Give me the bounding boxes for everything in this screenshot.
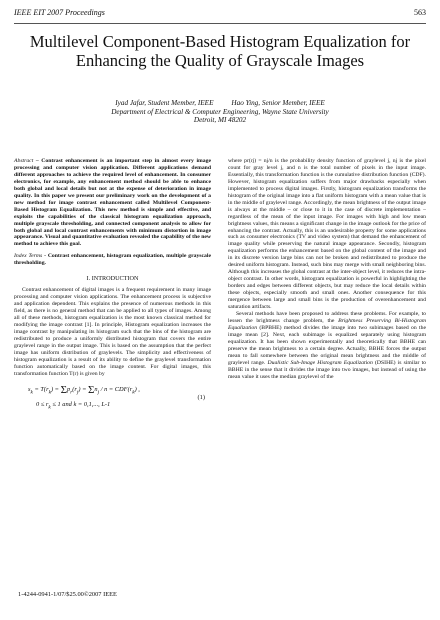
copyright-footer: 1-4244-0941-1/07/$25.00©2007 IEEE xyxy=(18,591,117,598)
index-terms-label: Index Terms xyxy=(14,253,43,260)
author-affiliation: Department of Electrical & Computer Engineering, Wayne State University xyxy=(111,107,329,116)
author-block xyxy=(20,99,420,125)
equation-body: $s_k = T(r_k) = \Sigma p_r(r_j) = \Sigma n_j / n = CDF(r_k)$ , xyxy=(28,383,140,396)
abstract xyxy=(14,158,211,248)
equation-condition: $0 \le r_k \le 1$ and k = 0,1,..., L-1 xyxy=(36,400,111,410)
section-heading: I. INTRODUCTION xyxy=(86,275,139,283)
intro-paragraph: Contrast enhancement of digital images is a frequent requirement in many image processing and computer vision applications. The enhancement process is subjective and application dependent. This explains the presence of numerous methods in this field, as there is no general method that can be applied to all types of images. Among all of these methods, histogram equalization is the most known classical method for modifying the image contrast [1]. In principle, Histogram equalization increases the image contrast by manipulating its histogram such that the bins of the histogram are redistributed to produce a uniformly distributed histogram that covers the entire graylevel range in the output image. This is based on the assumption that the perfect image has uniform distribution of graylevels. The simplicity and effectiveness of histogram equalization is a result of its ability to define the graylevel transformation function automatically based on the image content. For digital images, this transformation function T(r) is given by xyxy=(14,287,211,377)
author-names: Iyad Jafar, Student Member, IEEE Hao Ying, Senior Member, IEEE xyxy=(115,99,325,107)
equation-number: (1) xyxy=(197,393,205,401)
index-terms xyxy=(14,253,211,267)
header-rule xyxy=(14,23,426,24)
right-paragraph-1: where p⁣r(r⁣j) = n⁣j/n is the probability density function of graylevel j, n⁣j is the pixel count for gray level j, and n is the total number of pixels in the input image. Essentially, this transformation function is the cumulative distribution function (CDF). However, histogram equalization suffers from major drawbacks especially when implemented to process digital images. Firstly, histogram equalization transforms the histogram of the original image into a flat uniform histogram with a mean value that is in the middle of graylevel range. Accordingly, the mean brightness of the output image is always at the middle – or close to it in the case of discrete implementation – regardless of the mean of the input image. For images with high and low mean brightness values, this means a significant change in the image outlook for the price of enhancing the contrast. Actually, this is an undesirable property for some applications such as consumer electronics (TV and video system) that demand the enhancement of image quality while preserving the natural image appearance. Secondly, histogram equalization performs the enhancement based on the global content of the image and in its discrete version large bins can not be broken and redistributed to produce the desired uniform histogram. Instead, such bins may merge with small neighboring bins. Although this increases the global contrast at the inter-object level, it reduces the intra-object contrast. In other words, histogram equalization is powerful in highlighting the borders and edges between different objects, but may reduce the local details within these objects, especially smooth and small ones. Another consequence for this mergence between large and small bins is the production of overenhancement and saturation artifacts. xyxy=(228,158,426,311)
page-number: 563 xyxy=(414,8,426,17)
equation-1 xyxy=(14,381,211,411)
author-location: Detroit, MI 48202 xyxy=(193,116,247,125)
left-column xyxy=(14,158,211,412)
index-terms-text: - Contrast enhancement, histogram equalization, multiple grayscale thresholding. xyxy=(14,253,211,267)
abstract-label: Abstract xyxy=(14,158,34,164)
abstract-text: – Contrast enhancement is an important step in almost every image processing and computer vision application. Different applications demand different approaches to achieve the required level of enhancement. In consumer electronics, for example, any enhancement method should be able to enhance both global and local details but not at the expense of deterioration in image quality. In this paper we present our preliminary work on the development of a new method for image contrast enhancement called Multilevel Component-Based Histogram Equalization. This new method is simple and effective, and exploits the capabilities of the classical histogram equalization approach, multiple grayscale thresholding, and connected component analysis to allow for both global and local contrast enhancements with minimum distortion in image appearance. Visual and quantitative evaluation revealed the capability of the new method to achieve this goal. xyxy=(14,158,211,248)
running-header xyxy=(14,8,426,17)
sum-symbol: Σ xyxy=(60,383,67,396)
paper-title: Multilevel Component-Based Histogram Equalization for Enhancing the Quality of Grayscale Images xyxy=(29,32,411,70)
conference-name: IEEE EIT 2007 Proceedings xyxy=(14,8,105,17)
right-paragraph-2: Several methods have been proposed to address these problems. For example, to lessen the brightness change problem, the Brightness Preserving Bi-Histogram Equalization (BPBHE) method divides the image into two subimages based on the image mean [2]. Next, each subimage is equalized separately using histogram equalization. It has been shown experimentally and theoretically that BBHE can preserve the mean brightness to a certain degree. Actually, BBHE forces the output mean to fall somewhere between the original mean brightness and the middle of graylevel range. Dualistic Sub-Image Histogram Equalization (DSIHE) is similar to BBHE in the sense that it divides the image into two images, but instead of using the mean value it uses the median graylevel of the xyxy=(228,310,426,380)
right-column xyxy=(228,158,426,381)
